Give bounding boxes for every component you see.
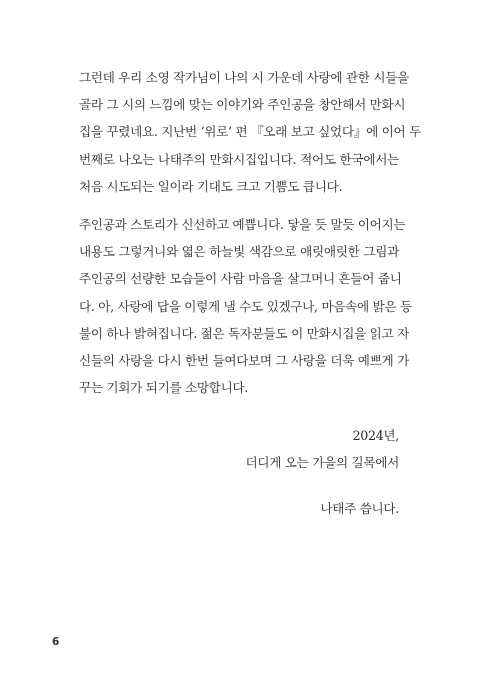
text-line: 번째로 나오는 나태주의 만화시집입니다. 적어도 한국에서는 — [79, 151, 399, 167]
page-number: 6 — [52, 636, 60, 648]
text-line: 꾸는 기회가 되기를 소망합니다. — [79, 380, 249, 396]
text-line: 신들의 사랑을 다시 한번 들여다보며 그 사랑을 더욱 예쁘게 가 — [79, 352, 409, 368]
text-line: 집을 꾸렸네요. 지난번 ‘위로’ 편 『오래 보고 싶었다』에 이어 두 — [79, 124, 421, 140]
text-line: 주인공과 스토리가 신선하고 예쁩니다. 닿을 듯 말듯 이어지는 — [79, 217, 406, 232]
text-line: 다. 아, 사랑에 답을 이렇게 낼 수도 있겠구나, 마음속에 밝은 등 — [79, 298, 412, 314]
text-line: 내용도 그렇거니와 엷은 하늘빛 색감으로 애릿애릿한 그림과 — [79, 244, 399, 260]
signature-place: 더디게 오는 가을의 길목에서 — [245, 455, 399, 470]
text-line: 불이 하나 밝혀집니다. 젊은 독자분들도 이 만화시집을 읽고 자 — [79, 325, 409, 341]
text-line: 주인공의 선량한 모습들이 사람 마음을 살그머니 흔들어 줍니 — [79, 271, 402, 287]
paragraph-2 — [79, 211, 412, 401]
signature-author: 나태주 씁니다. — [320, 501, 399, 516]
text-line: 처음 시도되는 일이라 기대도 크고 기쁨도 큽니다. — [79, 178, 343, 194]
text-line: 골라 그 시의 느낌에 맞는 이야기와 주인공을 창안해서 만화시 — [79, 97, 406, 113]
text-line: 그런데 우리 소영 작가님이 나의 시 가운데 사랑에 관한 시들을 — [79, 70, 409, 85]
signature-date: 2024년, — [352, 428, 399, 443]
paragraph-1 — [79, 64, 421, 200]
